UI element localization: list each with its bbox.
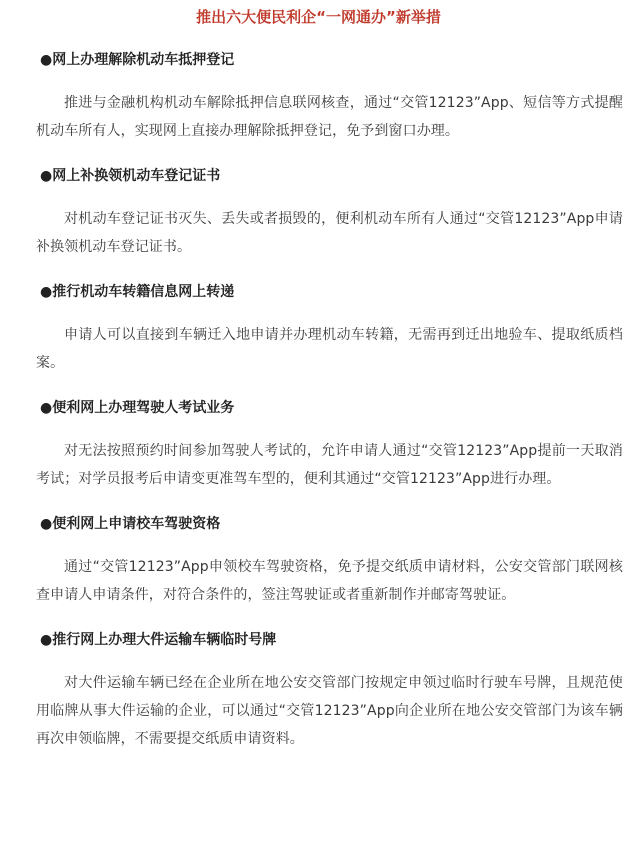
section-body: 对无法按照预约时间参加驾驶人考试的，允许申请人通过“交管12123”App提前一天取消考试；对学员报考后申请变更准驾车型的，便利其通过“交管12123”App进行办理。 bbox=[36, 443, 623, 487]
section-body: 申请人可以直接到车辆迁入地申请并办理机动车转籍，无需再到迁出地验车、提取纸质档案。 bbox=[36, 327, 623, 371]
section-oversize-temporary-plate bbox=[36, 629, 623, 753]
section-body: 对大件运输车辆已经在企业所在地公安交管部门按规定申领过临时行驶车号牌，且规范使用临牌从事大件运输的企业，可以通过“交管12123”App向企业所在地公安交管部门为该车辆再次申领临牌，不需要提交纸质申请资料。 bbox=[36, 675, 623, 747]
section-heading: ●便利网上办理驾驶人考试业务 bbox=[40, 400, 235, 416]
section-heading: ●便利网上申请校车驾驶资格 bbox=[40, 516, 221, 532]
section-body: 推进与金融机构机动车解除抵押信息联网核查，通过“交管12123”App、短信等方式提醒机动车所有人，实现网上直接办理解除抵押登记，免予到窗口办理。 bbox=[36, 95, 623, 139]
section-heading: ●推行机动车转籍信息网上转递 bbox=[40, 284, 235, 300]
section-driver-exam bbox=[36, 397, 623, 493]
section-unmortgage bbox=[36, 49, 623, 145]
section-heading: ●推行网上办理大件运输车辆临时号牌 bbox=[40, 632, 277, 648]
section-body: 对机动车登记证书灭失、丢失或者损毁的，便利机动车所有人通过“交管12123”App申请补换领机动车登记证书。 bbox=[36, 211, 623, 255]
section-transfer-registration bbox=[36, 281, 623, 377]
section-school-bus-qualification bbox=[36, 513, 623, 609]
section-certificate-replacement bbox=[36, 165, 623, 261]
section-body: 通过“交管12123”App申领校车驾驶资格，免予提交纸质申请材料，公安交管部门联网核查申请人申请条件，对符合条件的，签注驾驶证或者重新制作并邮寄驾驶证。 bbox=[36, 559, 623, 603]
article-title: 推出六大便民利企“一网通办”新举措 bbox=[196, 8, 441, 26]
section-heading: ●网上办理解除机动车抵押登记 bbox=[40, 52, 235, 68]
section-heading: ●网上补换领机动车登记证书 bbox=[40, 168, 221, 184]
